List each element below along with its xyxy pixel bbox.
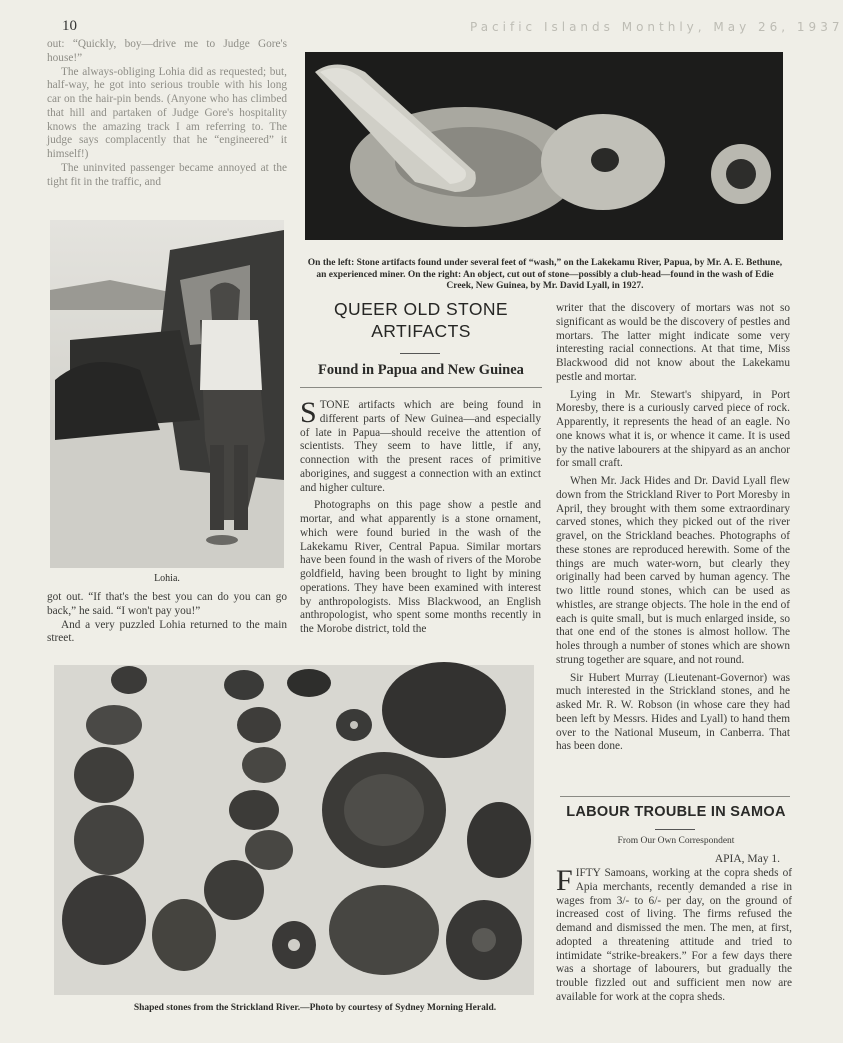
divider bbox=[400, 353, 440, 354]
pestle-mortar-photo bbox=[305, 52, 783, 240]
labour-headline: LABOUR TROUBLE IN SAMOA bbox=[566, 804, 786, 820]
headline-line-1: QUEER OLD STONE bbox=[334, 299, 508, 319]
lohia-car-photo-icon bbox=[50, 220, 284, 568]
drop-cap: F bbox=[556, 864, 573, 897]
article-subhead: Found in Papua and New Guinea bbox=[318, 362, 524, 378]
dateline: APIA, May 1. bbox=[714, 853, 780, 865]
pestle-mortar-photo-icon bbox=[305, 52, 783, 240]
middle-column bbox=[300, 396, 541, 637]
correspondent-line: From Our Own Correspondent bbox=[617, 836, 735, 846]
paragraph bbox=[556, 864, 792, 1005]
strickland-stones-photo bbox=[54, 665, 534, 995]
paragraph: out: “Quickly, boy—drive me to Judge Gore's house!” bbox=[47, 38, 287, 64]
drop-cap: S bbox=[300, 396, 317, 429]
lohia-photo bbox=[50, 220, 284, 568]
headline-line-2: ARTIFACTS bbox=[371, 321, 471, 341]
paragraph: writer that the discovery of mortars was not so significant as would be the discovery of pestles and mortars. The latter might indicate some very interesting racial connections. At that time, Miss Blackwood did not know about the Lakekamu pestle and mortar. bbox=[556, 302, 790, 383]
paragraph: Lying in Mr. Stewart's shipyard, in Port Moresby, there is a curiously carved piece of rock. Apparently, it represents the head of an eagle. No one knows what it is, or whence it came. It is used by the native labourers at the shipyard as an anchor for small craft. bbox=[556, 388, 790, 470]
paragraph: The always-obliging Lohia did as requested; but, half-way, he got into serious trouble with his long car on the hair-pin bends. (Anyone who has climbed that hill and partaken of Judge Gore's hospitality knows the amazing track I am referring to. The judge says complacently that he “engineered” it himself!) bbox=[47, 65, 287, 160]
top-photo-caption: On the left: Stone artifacts found under several feet of “wash,” on the Lakekamu River, Papua, by Mr. A. E. Bethune, an experienced miner. On the right: An object, cut out of stone—possibly a club-head—found in the wash of Edie Creek, New Guinea, by Mr. David Lyall, in 1927. bbox=[307, 258, 783, 291]
paragraph: Sir Hubert Murray (Lieutenant-Governor) was much interested in the Strickland stones, and he asked Mr. R. W. Robson (in whose care they had been left by Messrs. Hides and Lyall) to hand them over to the National Museum, in Canberra. That has been done. bbox=[556, 671, 790, 753]
divider bbox=[300, 387, 542, 388]
first-paragraph-text: TONE artifacts which are being found in different parts of New Guinea—and especially of late in Papua—should receive the attention of scientists. They seem to have little, if any, connection with the present races of primitive aborigines, and suggest a connection with an extinct and higher culture. bbox=[300, 399, 541, 494]
divider bbox=[655, 829, 695, 830]
paragraph: got out. “If that's the best you can do you can go back,” he said. “I won't pay you!” bbox=[47, 591, 287, 617]
article-headline bbox=[302, 298, 540, 342]
paragraph: The uninvited passenger became annoyed at the tight fit in the traffic, and bbox=[47, 161, 287, 188]
bottom-photo-caption: Shaped stones from the Strickland River.—Photo by courtesy of Sydney Morning Herald. bbox=[133, 1003, 497, 1013]
divider bbox=[560, 796, 790, 797]
left-column-bottom bbox=[47, 591, 287, 646]
strickland-stones-photo-icon bbox=[54, 665, 534, 995]
paragraph: And a very puzzled Lohia returned to the main street. bbox=[47, 618, 287, 645]
paragraph bbox=[300, 396, 541, 495]
labour-body-text: IFTY Samoans, working at the copra sheds of Apia merchants, recently demanded a rise in wages from 3/- to 6/- per day, on the ground of increased cost of living. The firms refused the demand and dismissed the men. The men, at first, adopted a threatening attitude and tried to intimidate “strike-breakers.” For a few days there was a shortage of labourers, but gradually the trouble fizzled out and sufficient men now are available for work at the copra sheds. bbox=[556, 867, 792, 1003]
page-number: 10 bbox=[62, 18, 77, 34]
labour-body bbox=[556, 864, 792, 1005]
lohia-caption: Lohia. bbox=[154, 573, 180, 584]
paragraph: When Mr. Jack Hides and Dr. David Lyall flew down from the Strickland River to Port Moresby in April, they brought with them some extraordinary carved stones, which they picked out of the river gravel, on the Strickland beaches. Photographs of these stones are reproduced herewith. Some of the things are much water-worn, but clearly they originally had been carved by human agency. The two little round stones, which can be used as whistles, are strange objects. The hole in the end of each is quite small, but is much enlarged inside, so that one end of the stones is almost hollow. The holes through a number of stones which are shown strung together are square, and not round. bbox=[556, 475, 790, 666]
publication-title: Pacific Islands Monthly, May 26, 1937 bbox=[470, 20, 843, 34]
right-column bbox=[556, 302, 790, 754]
left-column-top bbox=[47, 38, 287, 189]
paragraph: Photographs on this page show a pestle and mortar, and what apparently is a stone ornament, which were found buried in the wash of the Lakekamu River, Central Papua. Similar mortars have been found in the wash of rivers of the Morobe goldfield, having been brought to light by mining operations. They have been examined with interest by anthropologists. Miss Blackwood, an English anthropologist, who spent some months recently in the Morobe district, told the bbox=[300, 499, 541, 635]
